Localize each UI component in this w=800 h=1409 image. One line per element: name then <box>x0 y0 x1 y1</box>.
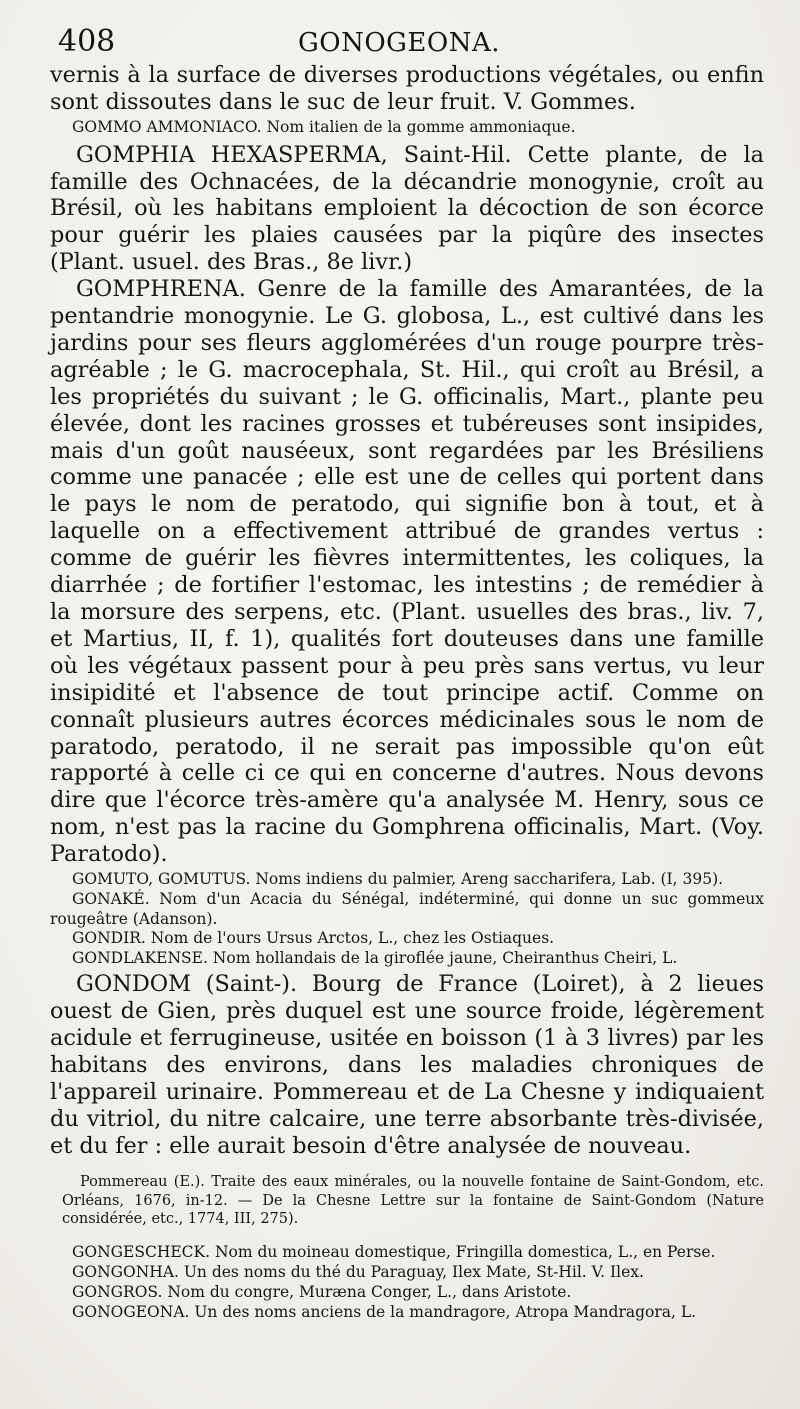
page-header <box>58 22 764 64</box>
page-body <box>50 62 764 1323</box>
entry-gongros: GONGROS. Nom du congre, Muræna Conger, L., dans Aristote. <box>72 1283 572 1301</box>
entry-gongonha: GONGONHA. Un des noms du thé du Paraguay, Ilex Mate, St-Hil. V. Ilex. <box>72 1263 644 1282</box>
paragraph-continuation: vernis à la surface de diverses productions végétales, ou enfin sont dissoutes dans le suc de leur fruit. V. Gommes. <box>50 62 764 115</box>
entry-gongescheck: GONGESCHECK. Nom du moineau domestique, Fringilla domestica, L., en Perse. <box>72 1243 716 1262</box>
entry-gomphrena: GOMPHRENA. Genre de la famille des Amarantées, de la pentandrie monogynie. Le G. globosa, L., est cultivé dans les jardins pour ses fleurs agglomérées d'un rouge pourpre très-agréable ; le G. macrocephala, St. Hil., qui croît au Brésil, a les propriétés du suivant ; le G. officinalis, Mart., plante peu élevée, dont les racines grosses et tubéreuses sont insipides, mais d'un goût nauséeux, sont regardées par les Brésiliens comme une panacée ; elle est une de celles qui portent dans le pays le nom de peratodo, qui signifie bon à tout, et à laquelle on a effectivement attribué de grandes vertus : comme de guérir les fièvres intermittentes, les coliques, la diarrhée ; de fortifier l'estomac, les intestins ; de remédier à la morsure des serpens, etc. (Plant. usuelles des bras., liv. 7, et Martius, II, f. 1), qualités fort douteuses dans une famille où les végétaux passent pour à peu près sans vertus, vu leur insipidité et l'absence de tout principe actif. Comme on connaît plusieurs autres écorces médicinales sous le nom de paratodo, peratodo, il ne serait pas impossible qu'on eût rapporté à celle ci ce qui en concerne d'autres. Nous devons dire que l'écorce très-amère qu'a analysée M. Henry, sous ce nom, n'est pas la racine du Gomphrena officinalis, Mart. (Voy. Paratodo). <box>50 276 764 868</box>
entry-gondir: GONDIR. Nom de l'ours Ursus Arctos, L., chez les Ostiaques. <box>72 929 555 948</box>
entry-gonake: GONAKÉ. Nom d'un Acacia du Sénégal, indéterminé, qui donne un suc gommeux rougeâtre (Adanson). <box>50 889 764 928</box>
entry-gonogeona: GONOGEONA. Un des noms anciens de la mandragore, Atropa Mandragora, L. <box>72 1302 697 1321</box>
entry-gomuto: GOMUTO, GOMUTUS. Noms indiens du palmier, Areng saccharifera, Lab. (I, 395). <box>72 870 724 889</box>
entry-gomphia: GOMPHIA HEXASPERMA, Saint-Hil. Cette plante, de la famille des Ochnacées, de la décandrie monogynie, croît au Brésil, où les habitans emploient la décoction de son écorce pour guérir les plaies causées par la piqûre des insectes (Plant. usuel. des Bras., 8e livr.) <box>50 141 764 276</box>
entry-gondlakense: GONDLAKENSE. Nom hollandais de la giroflée jaune, Cheiranthus Cheiri, L. <box>72 949 678 968</box>
entry-gondom: GONDOM (Saint-). Bourg de France (Loiret), à 2 lieues ouest de Gien, près duquel est une source froide, légèrement acidule et ferrugineuse, usitée en boisson (1 à 3 livres) par les habitans des environs, dans les maladies chroniques de l'appareil urinaire. Pommereau et de La Chesne y indiquaient du vitriol, du nitre calcaire, une terre absorbante très-divisée, et du fer : elle aurait besoin d'être analysée de nouveau. <box>50 971 764 1159</box>
entry-gommo-ammoniaco: GOMMO AMMONIACO. Nom italien de la gomme ammoniaque. <box>72 117 576 136</box>
page-number: 408 <box>58 24 116 59</box>
footnote: Pommereau (E.). Traite des eaux minérales, ou la nouvelle fontaine de Saint-Gondom, etc. Orléans, 1676, in-12. — De la Chesne Lettre sur la fontaine de Saint-Gondom (Nature considérée, etc., 1774, III, 275). <box>62 1174 764 1228</box>
running-title: GONOGEONA. <box>298 28 501 58</box>
